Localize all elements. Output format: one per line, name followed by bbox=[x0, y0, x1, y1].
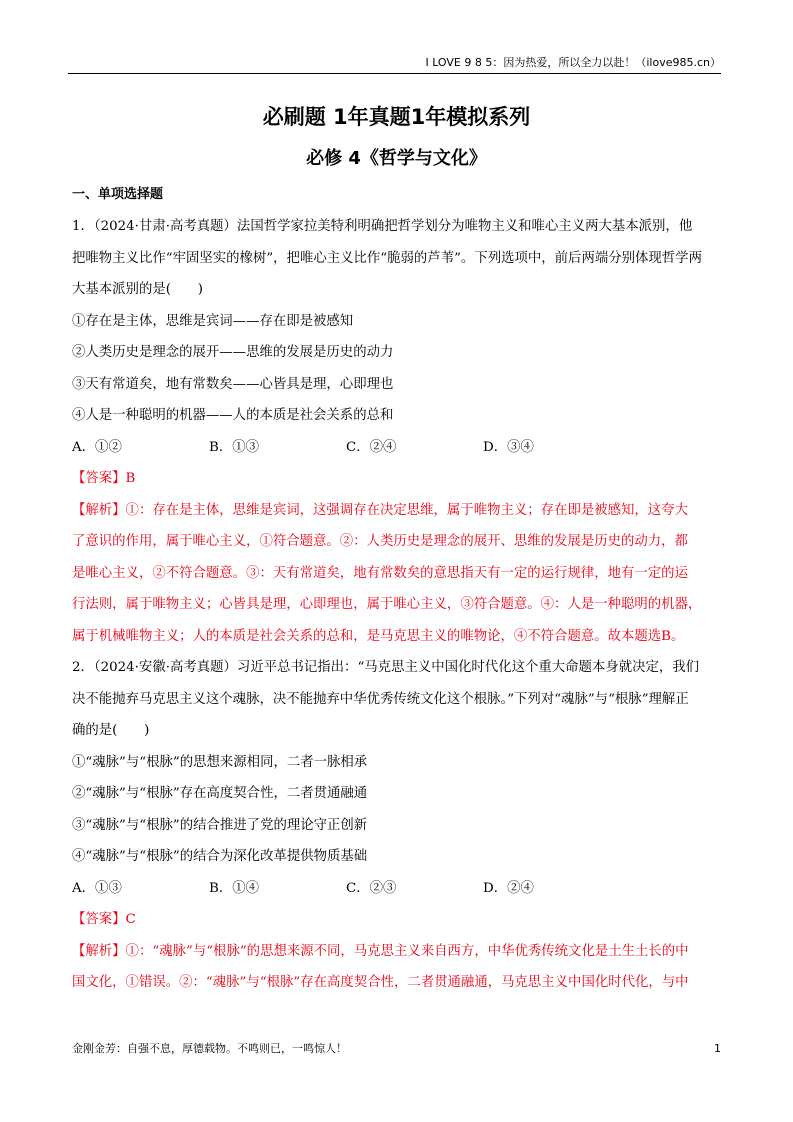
header-rule bbox=[68, 73, 721, 74]
footer-motto: 金刚金芳：自强不息，厚德载物。不鸣则已，一鸣惊人！ bbox=[72, 1042, 347, 1055]
q1-stem-line: 把唯物主义比作“牢固坚实的橡树”，把唯心主义比作“脆弱的芦苇”。下列选项中，前后两端分别体现哲学两 bbox=[72, 250, 702, 266]
q2-item-1: ①“魂脉”与“根脉”的思想来源相同，二者一脉相承 bbox=[72, 754, 368, 770]
page-number: 1 bbox=[714, 1042, 721, 1055]
q2-analysis-line: 国文化，①错误。②：“魂脉”与“根脉”存在高度契合性，二者贯通融通，马克思主义中国化时代化，与中 bbox=[72, 975, 689, 990]
section-heading: 一、单项选择题 bbox=[72, 187, 164, 202]
q2-option-c: C．②③ bbox=[346, 880, 397, 896]
q2-stem-line: 确的是( ) bbox=[72, 723, 150, 738]
question-1 bbox=[72, 211, 722, 652]
q2-stem-line: 决不能抛弃马克思主义这个魂脉，决不能抛弃中华优秀传统文化这个根脉。”下列对“魂脉”与“根脉”理解正 bbox=[72, 691, 689, 707]
doc-subtitle: 必修 4《哲学与文化》 bbox=[306, 148, 487, 169]
q1-stem-line: 1．（2024·甘肃·高考真题）法国哲学家拉美特利明确把哲学划分为唯物主义和唯心主义两大基本派别，他 bbox=[72, 219, 693, 234]
q1-analysis-line: 行法则，属于唯物主义；心皆具是理，心即理也，属于唯心主义，③符合题意。④：人是一种聪明的机器， bbox=[72, 597, 702, 612]
q2-item-3: ③“魂脉”与“根脉”的结合推进了党的理论守正创新 bbox=[72, 817, 368, 833]
q2-analysis-line: 【解析】①：“魂脉”与“根脉”的思想来源不同，马克思主义来自西方，中华优秀传统文化是土生土长的中 bbox=[72, 943, 689, 959]
q1-item-4: ④人是一种聪明的机器——人的本质是社会关系的总和 bbox=[72, 408, 394, 423]
q1-item-2: ②人类历史是理念的展开——思维的发展是历史的动力 bbox=[72, 345, 394, 360]
q2-answer: 【答案】C bbox=[72, 912, 136, 927]
q1-analysis-line: 是唯心主义，②不符合题意。③：天有常道矣，地有常数矣的意思指天有一定的运行规律，地有一定的运 bbox=[72, 565, 688, 581]
question-2 bbox=[72, 652, 722, 999]
q1-option-b: B．①③ bbox=[209, 439, 260, 455]
page-footer bbox=[72, 1041, 721, 1057]
q2-item-2: ②“魂脉”与“根脉”存在高度契合性，二者贯通融通 bbox=[72, 786, 368, 801]
q1-option-d: D．③④ bbox=[483, 439, 534, 455]
q2-option-d: D．②④ bbox=[483, 880, 534, 896]
question-list bbox=[72, 211, 722, 999]
page-header: I LOVE 9 8 5：因为热爱，所以全力以赴！（ilove985.cn） bbox=[425, 56, 721, 69]
q2-option-a: A．①③ bbox=[72, 880, 122, 896]
q1-analysis-line: 【解析】①：存在是主体，思维是宾词，这强调存在决定思维，属于唯物主义；存在即是被感知，这夸大 bbox=[72, 502, 688, 518]
q1-analysis-line: 属于机械唯物主义；人的本质是社会关系的总和，是马克思主义的唯物论，④不符合题意。故本题选B。 bbox=[72, 628, 685, 644]
q1-item-3: ③天有常道矣，地有常数矣——心皆具是理，心即理也 bbox=[72, 376, 394, 392]
q1-item-1: ①存在是主体，思维是宾词——存在即是被感知 bbox=[72, 313, 354, 329]
doc-title: 必刷题 1年真题1年模拟系列 bbox=[262, 105, 531, 129]
q2-stem-line: 2．（2024·安徽·高考真题）习近平总书记指出：“马克思主义中国化时代化这个重大命题本身就决定，我们 bbox=[72, 660, 700, 675]
q1-stem-line: 大基本派别的是( ) bbox=[72, 282, 203, 297]
q2-item-4: ④“魂脉”与“根脉”的结合为深化改革提供物质基础 bbox=[72, 849, 368, 864]
q1-options bbox=[72, 432, 722, 464]
q2-options bbox=[72, 873, 722, 905]
q1-analysis-line: 了意识的作用，属于唯心主义，①符合题意。②：人类历史是理念的展开、思维的发展是历史的动力，都 bbox=[72, 534, 688, 549]
q1-option-c: C．②④ bbox=[346, 439, 397, 455]
q1-answer: 【答案】B bbox=[72, 471, 136, 486]
q1-option-a: A．①② bbox=[72, 439, 122, 455]
q2-option-b: B．①④ bbox=[209, 880, 260, 896]
